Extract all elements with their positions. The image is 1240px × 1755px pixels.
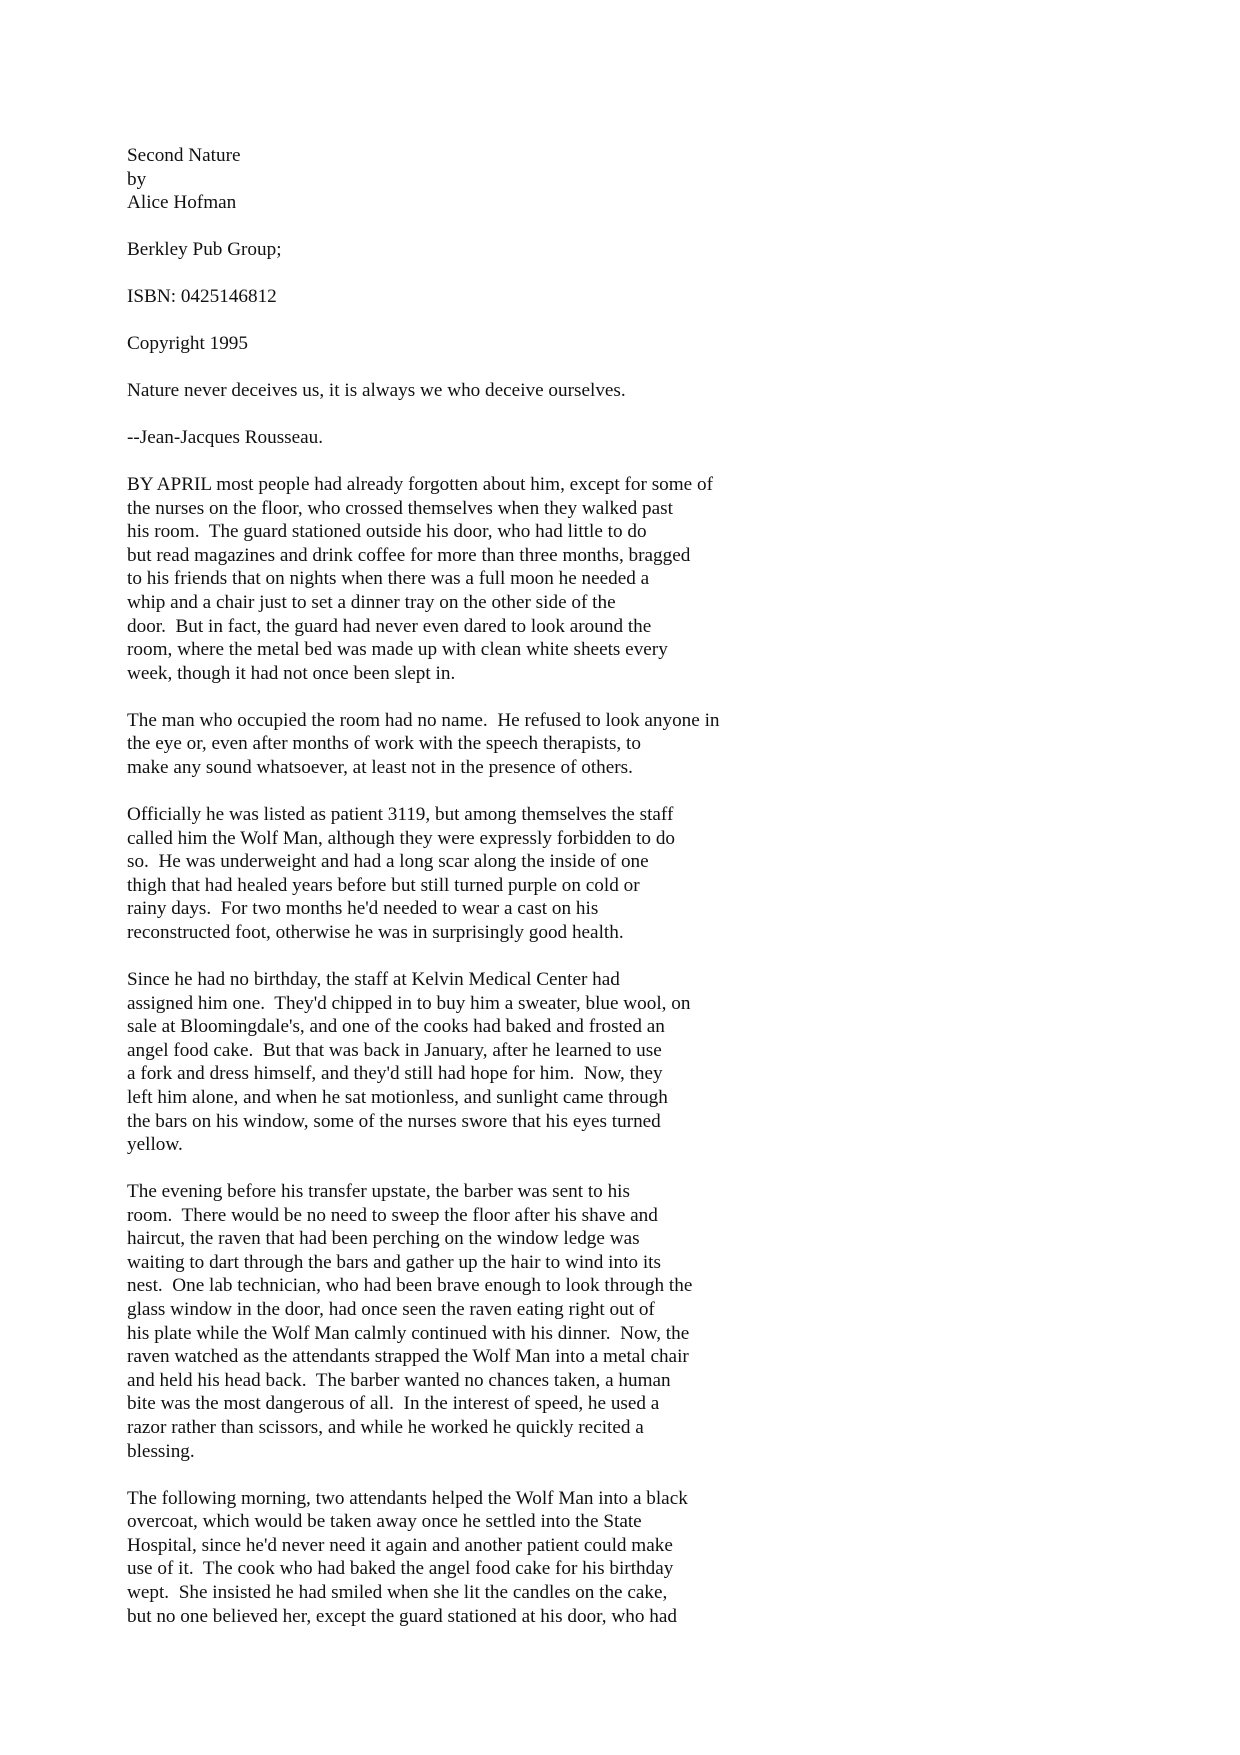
paragraph	[127, 803, 1127, 945]
paragraph-line: the nurses on the floor, who crossed themselves when they walked past	[127, 497, 673, 519]
title-block	[127, 144, 1127, 215]
copyright: Copyright 1995	[127, 333, 248, 355]
paragraph	[127, 709, 1127, 780]
paragraph-line: his plate while the Wolf Man calmly continued with his dinner. Now, the	[127, 1322, 690, 1344]
paragraph-line: angel food cake. But that was back in January, after he learned to use	[127, 1039, 662, 1061]
paragraph-line: week, though it had not once been slept in.	[127, 662, 456, 684]
paragraph-line: Hospital, since he'd never need it again and another patient could make	[127, 1534, 673, 1556]
paragraph-line: a fork and dress himself, and they'd still had hope for him. Now, they	[127, 1063, 663, 1085]
paragraph-line: his room. The guard stationed outside his door, who had little to do	[127, 521, 647, 543]
copyright-block	[127, 332, 1127, 356]
paragraph-line: yellow.	[127, 1134, 183, 1156]
paragraph-line: reconstructed foot, otherwise he was in surprisingly good health.	[127, 921, 624, 943]
paragraph-line: overcoat, which would be taken away once he settled into the State	[127, 1511, 642, 1533]
paragraph	[127, 968, 1127, 1157]
paragraph-line: use of it. The cook who had baked the angel food cake for his birthday	[127, 1558, 674, 1580]
paragraph-line: and held his head back. The barber wanted no chances taken, a human	[127, 1369, 671, 1391]
paragraph-line: Since he had no birthday, the staff at Kelvin Medical Center had	[127, 968, 620, 990]
paragraph-line: to his friends that on nights when there was a full moon he needed a	[127, 568, 650, 590]
isbn: ISBN: 0425146812	[127, 286, 277, 308]
paragraph-line: blessing.	[127, 1440, 195, 1462]
paragraph-line: raven watched as the attendants strapped the Wolf Man into a metal chair	[127, 1346, 689, 1368]
paragraph-line: room. There would be no need to sweep the floor after his shave and	[127, 1204, 658, 1226]
paragraph-line: Officially he was listed as patient 3119, but among themselves the staff	[127, 804, 674, 825]
paragraph-line: but read magazines and drink coffee for more than three months, bragged	[127, 544, 691, 566]
book-title: Second Nature	[127, 145, 241, 166]
paragraph	[127, 473, 1127, 685]
paragraph-line: The man who occupied the room had no name. He refused to look anyone in	[127, 709, 720, 731]
body-text	[127, 473, 1127, 1628]
paragraph-line: the bars on his window, some of the nurses swore that his eyes turned	[127, 1110, 661, 1132]
paragraph-line: waiting to dart through the bars and gather up the hair to wind into its	[127, 1251, 661, 1273]
paragraph-line: door. But in fact, the guard had never even dared to look around the	[127, 615, 652, 637]
paragraph-line: make any sound whatsoever, at least not in the presence of others.	[127, 757, 633, 779]
paragraph-line: wept. She insisted he had smiled when she lit the candles on the cake,	[127, 1581, 668, 1603]
paragraph-line: nest. One lab technician, who had been brave enough to look through the	[127, 1275, 693, 1297]
document-page	[127, 144, 1127, 1652]
paragraph-line: whip and a chair just to set a dinner tray on the other side of the	[127, 592, 616, 614]
paragraph	[127, 1180, 1127, 1463]
isbn-block	[127, 285, 1127, 309]
paragraph-line: glass window in the door, had once seen the raven eating right out of	[127, 1299, 655, 1321]
epigraph-attribution: --Jean-Jacques Rousseau.	[127, 427, 324, 449]
paragraph-line: so. He was underweight and had a long scar along the inside of one	[127, 851, 649, 873]
paragraph-line: rainy days. For two months he'd needed to wear a cast on his	[127, 898, 599, 920]
paragraph-line: razor rather than scissors, and while he worked he quickly recited a	[127, 1417, 644, 1439]
paragraph-line: room, where the metal bed was made up with clean white sheets every	[127, 639, 668, 661]
paragraph-line: sale at Bloomingdale's, and one of the cooks had baked and frosted an	[127, 1016, 665, 1038]
epigraph-quote-block	[127, 379, 1127, 403]
paragraph-line: The following morning, two attendants helped the Wolf Man into a black	[127, 1487, 688, 1509]
paragraph-line: thigh that had healed years before but still turned purple on cold or	[127, 874, 640, 896]
paragraph-line: assigned him one. They'd chipped in to buy him a sweater, blue wool, on	[127, 992, 691, 1014]
epigraph-quote: Nature never deceives us, it is always we who deceive ourselves.	[127, 380, 626, 402]
paragraph-line: bite was the most dangerous of all. In the interest of speed, he used a	[127, 1393, 660, 1415]
paragraph	[127, 1487, 1127, 1629]
publisher-block	[127, 238, 1127, 262]
paragraph-line: BY APRIL most people had already forgotten about him, except for some of	[127, 474, 713, 496]
byline-by: by	[127, 168, 147, 190]
author-name: Alice Hofman	[127, 192, 237, 214]
paragraph-line: The evening before his transfer upstate, the barber was sent to his	[127, 1181, 630, 1203]
paragraph-line: called him the Wolf Man, although they were expressly forbidden to do	[127, 827, 676, 849]
paragraph-line: but no one believed her, except the guard stationed at his door, who had	[127, 1605, 677, 1627]
paragraph-line: haircut, the raven that had been perching on the window ledge was	[127, 1228, 640, 1250]
paragraph-line: left him alone, and when he sat motionless, and sunlight came through	[127, 1086, 668, 1108]
publisher: Berkley Pub Group;	[127, 239, 282, 261]
paragraph-line: the eye or, even after months of work with the speech therapists, to	[127, 733, 641, 755]
epigraph-attribution-block	[127, 426, 1127, 450]
